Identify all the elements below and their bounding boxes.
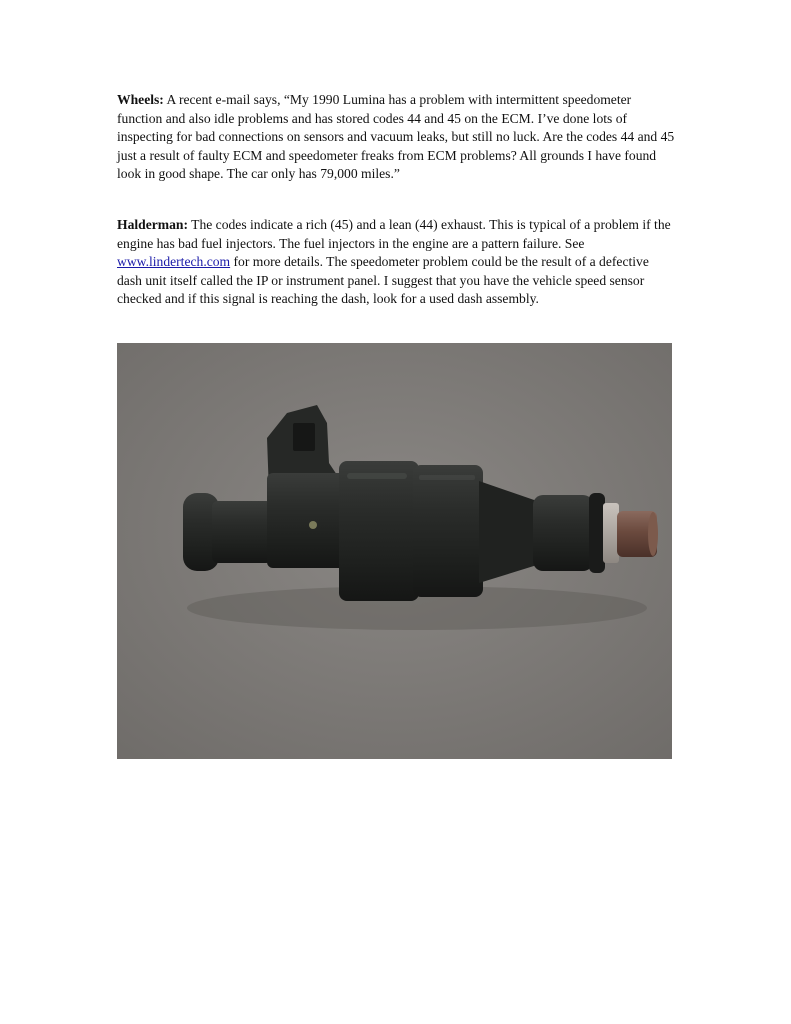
answer-paragraph <box>117 216 677 309</box>
speaker-halderman: Halderman: <box>117 217 188 232</box>
question-paragraph <box>117 91 677 184</box>
fuel-injector-photo <box>117 343 672 759</box>
answer-text-part2: for more details. The speedometer problem could be the result of a defective dash unit itself called the IP or instrument panel. I suggest that you have the vehicle speed sensor checked and if this signal is reaching the dash, look for a used dash assembly. <box>117 254 649 307</box>
lindertech-link[interactable]: www.lindertech.com <box>117 254 231 270</box>
speaker-wheels: Wheels: <box>117 92 164 107</box>
question-text: A recent e-mail says, “My 1990 Lumina has a problem with intermittent speedometer function and also idle problems and has stored codes 44 and 45 on the ECM. I’ve done lots of inspecting for bad connections on sensors and vacuum leaks, but still no luck. Are the codes 44 and 45 just a result of faulty ECM and speedometer freaks from ECM problems? All grounds I have found look in good shape. The car only has 79,000 miles.” <box>117 92 675 182</box>
answer-text-part1: The codes indicate a rich (45) and a lean (44) exhaust. This is typical of a problem if the engine has bad fuel injectors. The fuel injectors in the engine are a pattern failure. See <box>117 217 671 251</box>
